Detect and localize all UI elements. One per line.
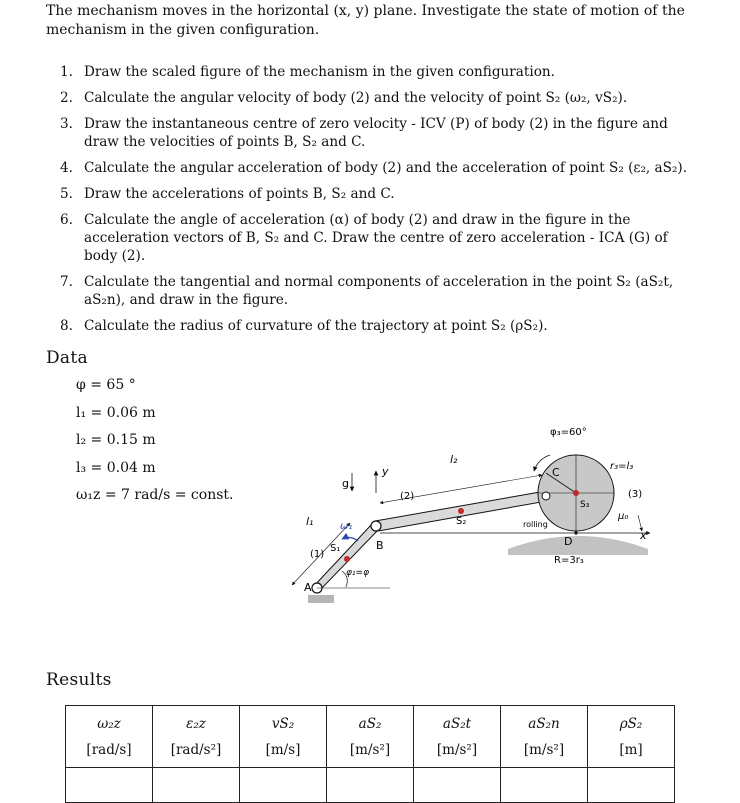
- task-item: [60, 273, 700, 309]
- pin-c: [542, 492, 550, 500]
- label-body1: (1): [310, 549, 325, 560]
- label-y: y: [382, 465, 389, 478]
- result-symbol: ρS₂: [619, 715, 643, 732]
- answer-cell-rho[interactable]: [588, 768, 675, 803]
- task-item: [60, 211, 700, 265]
- results-table: [65, 705, 675, 803]
- label-l1: l₁: [306, 515, 314, 528]
- point-s2: [458, 508, 464, 514]
- label-mu0: μ₀: [618, 511, 629, 522]
- ground-support-a: [308, 595, 334, 603]
- result-symbol: aS₂: [358, 715, 382, 732]
- answer-cell-vs2[interactable]: [240, 768, 327, 803]
- result-unit: [m/s²]: [523, 741, 565, 758]
- label-g: g: [342, 477, 349, 490]
- label-s2: S₂: [456, 516, 467, 527]
- label-r: R=3r₃: [554, 555, 584, 566]
- task-text: Calculate the angular velocity of body (2) and the velocity of point S₂ (ω₂, vS₂).: [84, 90, 628, 106]
- answer-cell-as2[interactable]: [327, 768, 414, 803]
- omega1-arrow: [342, 537, 358, 541]
- results-header-cell: [327, 706, 414, 768]
- data-item: l₃ = 0.04 m: [76, 459, 156, 476]
- label-omega1: ω₁: [340, 521, 353, 532]
- results-header-cell: [501, 706, 588, 768]
- answer-cell-as2t[interactable]: [414, 768, 501, 803]
- answer-cell-omega2[interactable]: [66, 768, 153, 803]
- label-x: x: [640, 529, 647, 542]
- task-item: [60, 63, 700, 81]
- result-unit: [m/s²]: [436, 741, 478, 758]
- task-number: 4.: [60, 160, 73, 176]
- point-s3: [573, 490, 579, 496]
- point-s1: [344, 556, 350, 562]
- task-number: 6.: [60, 212, 73, 228]
- label-a: A: [304, 581, 312, 594]
- point-d: [574, 531, 577, 534]
- task-text: Calculate the angle of acceleration (α) of body (2) and draw in the figure in the acceleration vectors of B, S₂ and C. Draw the centre of zero acceleration - ICA (G) of body (2).: [84, 212, 668, 264]
- label-body3: (3): [628, 489, 643, 500]
- results-header-cell: [66, 706, 153, 768]
- result-symbol: vS₂: [271, 715, 295, 732]
- task-text: Calculate the radius of curvature of the trajectory at point S₂ (ρS₂).: [84, 318, 548, 334]
- result-unit: [rad/s]: [86, 741, 132, 758]
- mechanism-figure: [280, 415, 700, 610]
- task-list: [60, 63, 700, 343]
- ground-curve-d: [508, 536, 648, 555]
- task-text: Draw the scaled figure of the mechanism in the given configuration.: [84, 64, 555, 80]
- task-text: Calculate the tangential and normal components of acceleration in the point S₂ (aS₂t, aS₂n), and draw in the figure.: [84, 274, 674, 308]
- result-symbol: aS₂t: [442, 715, 472, 732]
- pin-b: [371, 521, 381, 531]
- data-heading: Data: [46, 348, 88, 368]
- task-item: [60, 89, 700, 107]
- results-answer-row: [66, 768, 675, 803]
- label-r3: r₃=l₃: [610, 461, 634, 472]
- label-b: B: [376, 539, 384, 552]
- answer-cell-epsilon2[interactable]: [153, 768, 240, 803]
- task-item: [60, 185, 700, 203]
- result-symbol: ω₂z: [97, 715, 121, 732]
- task-number: 3.: [60, 116, 73, 132]
- task-number: 5.: [60, 186, 73, 202]
- result-unit: [m]: [619, 741, 643, 758]
- answer-cell-as2n[interactable]: [501, 768, 588, 803]
- result-unit: [m/s²]: [349, 741, 391, 758]
- results-header-cell: [588, 706, 675, 768]
- task-number: 7.: [60, 274, 73, 290]
- results-header-row: [66, 706, 675, 768]
- data-item: l₁ = 0.06 m: [76, 404, 156, 421]
- results-header-cell: [153, 706, 240, 768]
- label-phi3: φ₃=60°: [550, 427, 587, 438]
- task-item: [60, 317, 700, 335]
- data-item: φ = 65 °: [76, 377, 136, 393]
- data-list: [76, 377, 233, 515]
- label-s1: S₁: [330, 543, 341, 554]
- data-item: l₂ = 0.15 m: [76, 432, 156, 448]
- intro-text: The mechanism moves in the horizontal (x, y) plane. Investigate the state of motion of the mechanism in the given configuration.: [46, 3, 685, 38]
- task-text: Calculate the angular acceleration of body (2) and the acceleration of point S₂ (ε₂, aS₂).: [84, 160, 688, 176]
- result-symbol: aS₂n: [528, 715, 560, 732]
- task-number: 1.: [60, 64, 73, 80]
- label-phi1: φ₁=φ: [346, 568, 370, 578]
- results-header-cell: [414, 706, 501, 768]
- label-rolling: rolling: [523, 520, 548, 529]
- task-text: Draw the accelerations of points B, S₂ and C.: [84, 186, 395, 202]
- task-text: Draw the instantaneous centre of zero velocity - ICV (P) of body (2) in the figure and draw the velocities of points B, S₂ and C.: [84, 116, 668, 150]
- result-unit: [rad/s²]: [170, 741, 222, 758]
- task-number: 8.: [60, 318, 73, 334]
- result-symbol: ε₂z: [186, 715, 206, 732]
- label-d: D: [564, 535, 573, 548]
- task-item: [60, 159, 700, 177]
- label-body2: (2): [400, 491, 415, 502]
- results-heading: Results: [46, 670, 112, 690]
- label-c: C: [552, 466, 560, 479]
- result-unit: [m/s]: [265, 741, 301, 758]
- task-number: 2.: [60, 90, 73, 106]
- data-item: ω₁z = 7 rad/s = const.: [76, 487, 234, 503]
- label-l2: l₂: [450, 453, 458, 466]
- results-header-cell: [240, 706, 327, 768]
- label-s3: S₃: [580, 500, 590, 510]
- task-item: [60, 115, 700, 151]
